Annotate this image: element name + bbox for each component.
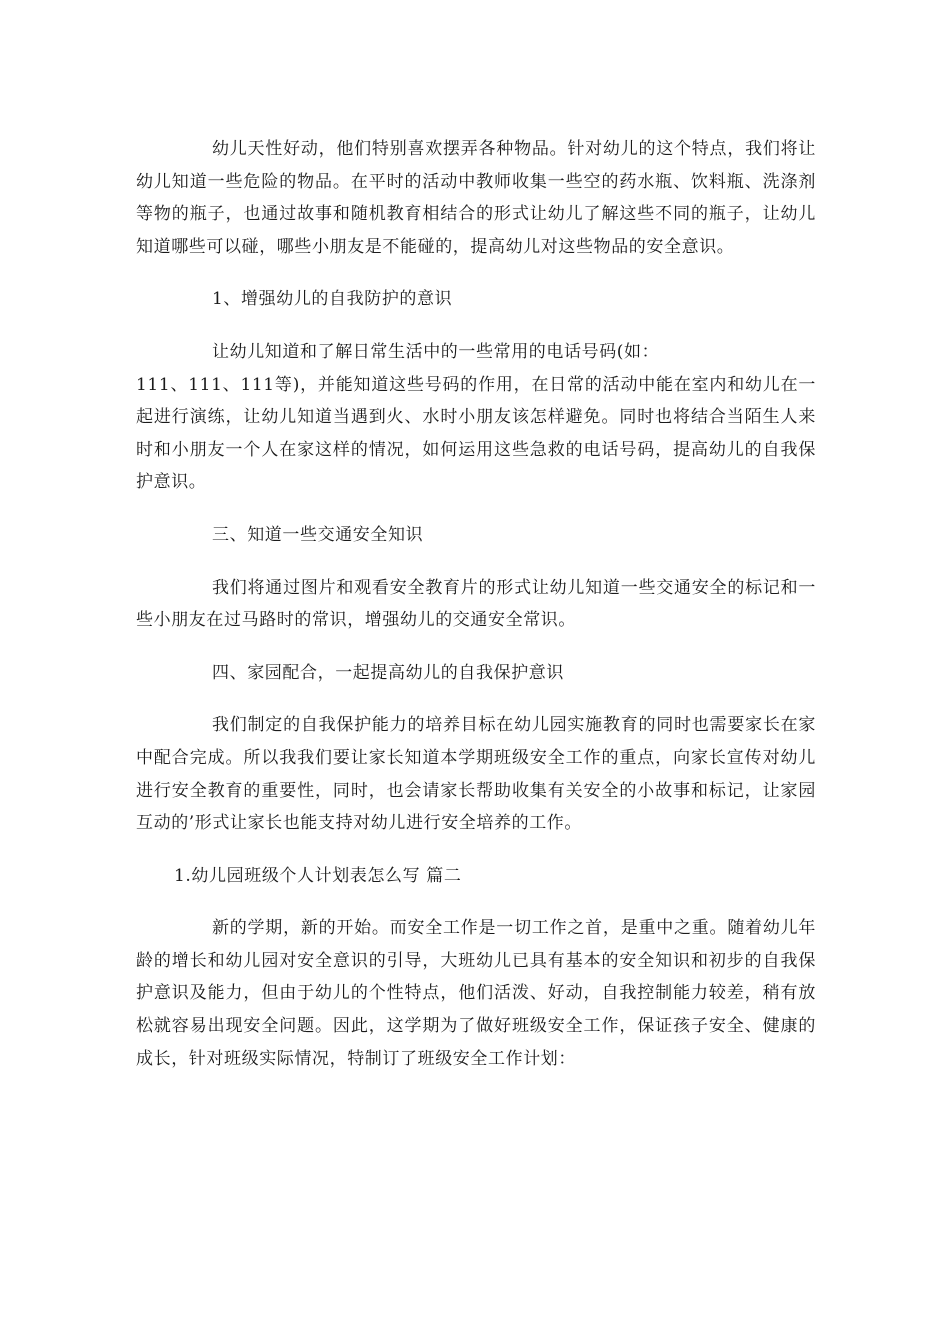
heading-part-two: 1.幼儿园班级个人计划表怎么写 篇二 — [174, 865, 462, 886]
paragraph-phone-numbers-line-1: 让幼儿知道和了解日常生活中的一些常用的电话号码(如： — [212, 341, 660, 362]
paragraph-phone-numbers — [136, 336, 816, 499]
paragraph-new-semester: 新的学期，新的开始。而安全工作是一切工作之首，是重中之重。随着幼儿年龄的增长和幼儿园对安全意识的引导，大班幼儿已具有基本的安全知识和初步的自我保护意识及能力，但由于幼儿的个性特点，他们活泼、好动，自我控制能力较差，稍有放松就容易出现安全问题。因此，这学期为了做好班级安全工作，保证孩子安全、健康的成长，针对班级实际情况，特制订了班级安全工作计划： — [136, 918, 816, 1069]
heading-self-protection: 1、增强幼儿的自我防护的意识 — [212, 289, 453, 310]
paragraph-phone-numbers-rest: 111、111、111等)，并能知道这些号码的作用，在日常的活动中能在室内和幼儿在一起进行演练，让幼儿知道当遇到火、水时小朋友该怎样避免。同时也将结合当陌生人来时和小朋友一个人在家这样的情况，如何运用这些急救的电话号码，提高幼儿的自我保护意识。 — [136, 374, 816, 493]
heading-home-school-cooperation: 四、家园配合，一起提高幼儿的自我保护意识 — [212, 662, 564, 683]
paragraph-dangerous-items: 幼儿天性好动，他们特别喜欢摆弄各种物品。针对幼儿的这个特点，我们将让幼儿知道一些危险的物品。在平时的活动中教师收集一些空的药水瓶、饮料瓶、洗涤剂等物的瓶子，也通过故事和随机教育相结合的形式让幼儿了解这些不同的瓶子，让幼儿知道哪些可以碰，哪些小朋友是不能碰的，提高幼儿对这些物品的安全意识。 — [136, 139, 816, 257]
paragraph-home-school-cooperation: 我们制定的自我保护能力的培养目标在幼儿园实施教育的同时也需要家长在家中配合完成。所以我我们要让家长知道本学期班级安全工作的重点，向家长宣传对幼儿进行安全教育的重要性，同时，也会请家长帮助收集有关安全的小故事和标记，让家园互动的’形式让家长也能支持对幼儿进行安全培养的工作。 — [136, 715, 816, 834]
heading-traffic-safety: 三、知道一些交通安全知识 — [212, 524, 424, 545]
document-body — [136, 133, 816, 1095]
paragraph-traffic-safety: 我们将通过图片和观看安全教育片的形式让幼儿知道一些交通安全的标记和一些小朋友在过马路时的常识，增强幼儿的交通安全常识。 — [136, 577, 816, 631]
